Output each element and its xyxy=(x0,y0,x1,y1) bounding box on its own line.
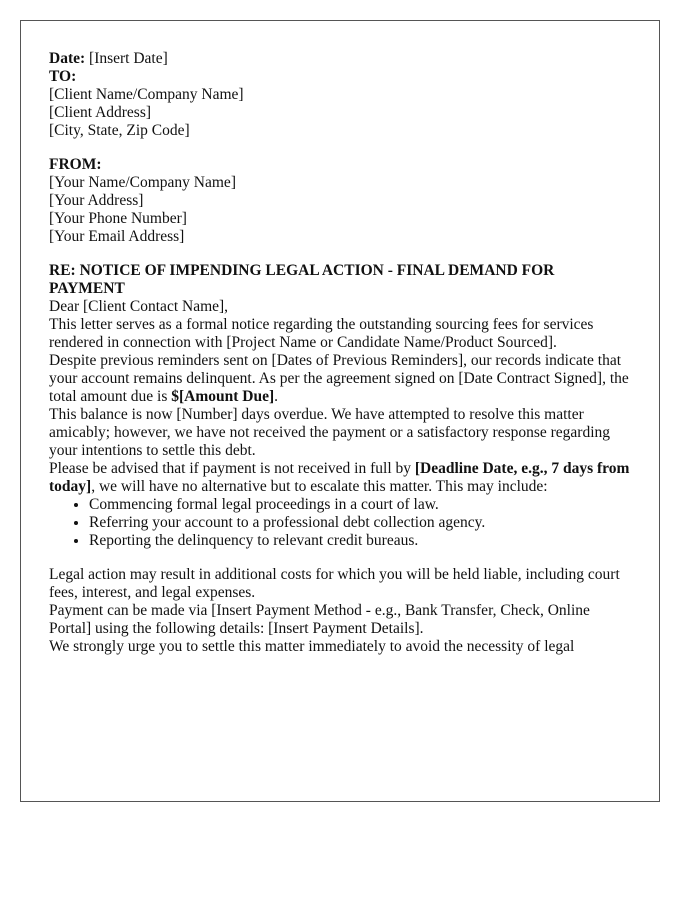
letter-page xyxy=(20,20,660,802)
date-label: Date: xyxy=(49,50,86,67)
deadline-date: [Deadline Date, e.g., 7 days from today] xyxy=(49,460,630,495)
paragraph-payment: Payment can be made via [Insert Payment Method - e.g., Bank Transfer, Check, Online Portal] using the following details: [Insert Payment Details]. xyxy=(49,602,590,637)
from-label: FROM: xyxy=(49,156,102,173)
sender-address: [Your Address] xyxy=(49,192,144,209)
reminders-text: Despite previous reminders sent on [Dates of Previous Reminders], our records indicate that your account remains delinquent. As per the agreement signed on [Date Contract Signed], the total amount due is xyxy=(49,352,629,405)
subject-line: RE: NOTICE OF IMPENDING LEGAL ACTION - FINAL DEMAND FOR PAYMENT xyxy=(49,262,555,297)
date-value: [Insert Date] xyxy=(85,50,168,67)
recipient-name: [Client Name/Company Name] xyxy=(49,86,244,103)
recipient-block xyxy=(49,68,631,140)
sender-block xyxy=(49,156,631,246)
reminders-end: . xyxy=(274,388,279,405)
paragraph-overdue: This balance is now [Number] days overdue. We have attempted to resolve this matter amicably; however, we have not received the payment or a satisfactory response regarding your intentions to settle this debt. xyxy=(49,406,611,459)
recipient-city: [City, State, Zip Code] xyxy=(49,122,190,139)
sender-phone: [Your Phone Number] xyxy=(49,210,187,227)
action-list xyxy=(49,496,631,550)
sender-email: [Your Email Address] xyxy=(49,228,185,245)
paragraph-deadline xyxy=(49,460,631,496)
list-item: • Reporting the delinquency to relevant credit bureaus. xyxy=(89,532,631,550)
paragraph-reminders xyxy=(49,352,631,406)
date-line xyxy=(49,50,631,68)
sender-name: [Your Name/Company Name] xyxy=(49,174,236,191)
to-label: TO: xyxy=(49,68,77,85)
deadline-end: , we will have no alternative but to escalate this matter. This may include: xyxy=(91,478,548,495)
paragraph-urge: We strongly urge you to settle this matter immediately to avoid the necessity of legal xyxy=(49,638,575,655)
paragraph-notice: This letter serves as a formal notice regarding the outstanding sourcing fees for services rendered in connection with [Project Name or Candidate Name/Product Sourced]. xyxy=(49,316,594,351)
salutation: Dear [Client Contact Name], xyxy=(49,298,229,315)
list-item: • Referring your account to a professional debt collection agency. xyxy=(89,514,631,532)
recipient-address: [Client Address] xyxy=(49,104,152,121)
list-item: • Commencing formal legal proceedings in a court of law. xyxy=(89,496,631,514)
deadline-start: Please be advised that if payment is not received in full by xyxy=(49,460,415,477)
amount-due: $[Amount Due] xyxy=(171,388,275,405)
paragraph-costs: Legal action may result in additional costs for which you will be held liable, including court fees, interest, and legal expenses. xyxy=(49,566,620,601)
